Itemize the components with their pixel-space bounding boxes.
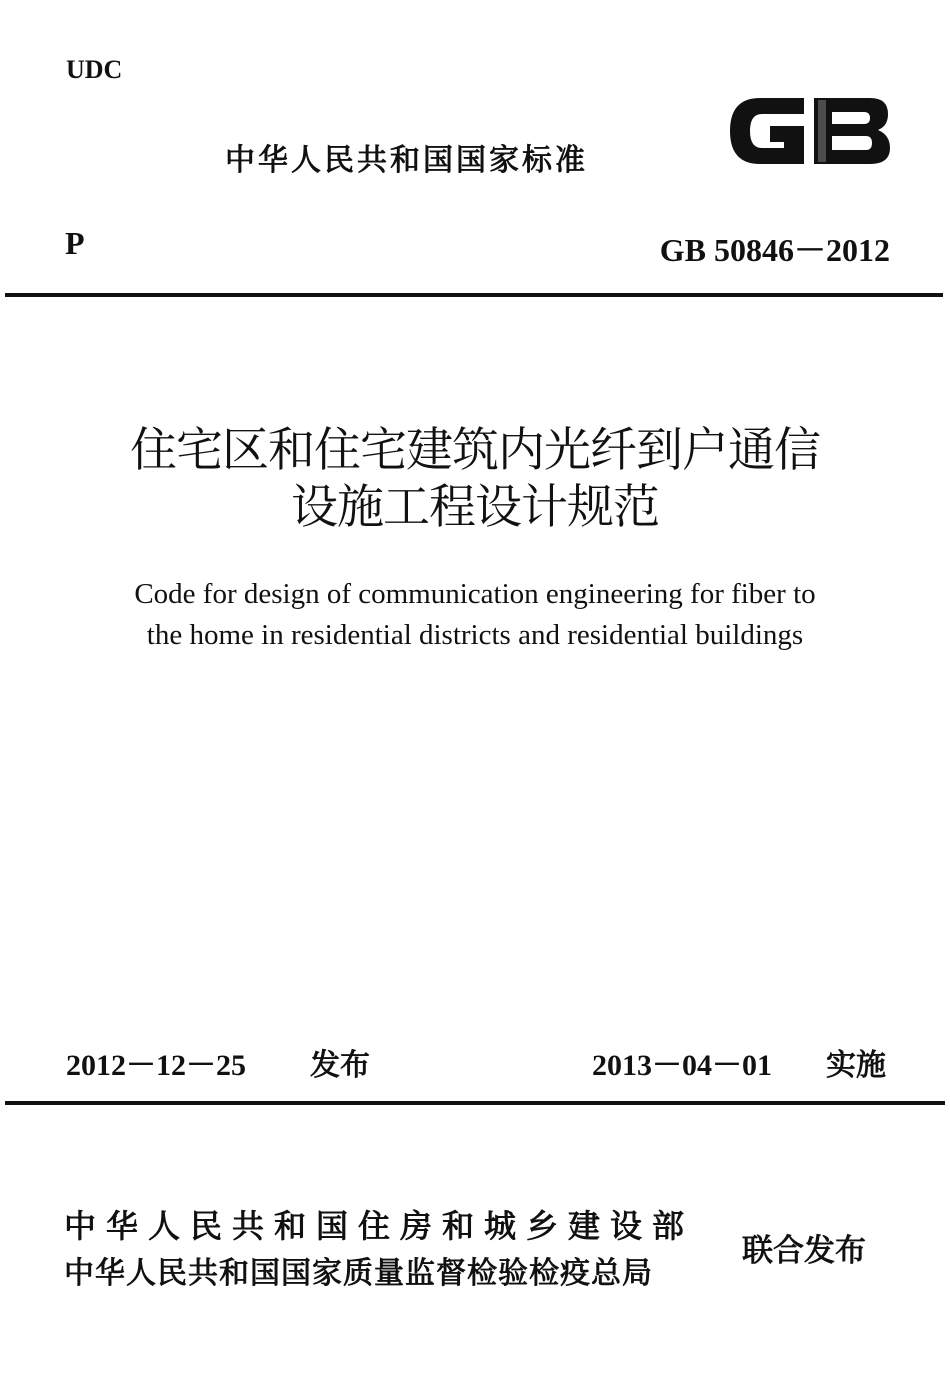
standard-type: 中华人民共和国国家标准 (225, 143, 588, 178)
title-english (60, 574, 890, 656)
implementation-date: 2013－04－01 (592, 1049, 772, 1082)
title-chinese-line: 住宅区和住宅建筑内光纤到户通信 (130, 423, 820, 478)
joint-publish-label: 联合发布 (742, 1233, 866, 1269)
title-english-line: Code for design of communication engineering for fiber to (134, 578, 816, 610)
title-chinese (0, 422, 950, 536)
issue-date: 2012－12－25 (66, 1049, 246, 1082)
title-english-line: the home in residential districts and residential buildings (146, 619, 804, 651)
implementation-label: 实施 (826, 1048, 886, 1083)
top-divider (5, 293, 943, 297)
title-chinese-line: 设施工程设计规范 (291, 480, 659, 535)
udc-label: UDC (66, 55, 123, 84)
bottom-divider (5, 1101, 945, 1105)
publisher-line: 中华人民共和国国家质量监督检验检疫总局 (64, 1256, 653, 1291)
classification-code: P (65, 225, 85, 261)
issue-label: 发布 (310, 1048, 370, 1083)
gb-logo-icon (722, 88, 894, 174)
publisher-line: 中华人民共和国住房和城乡建设部 (64, 1207, 695, 1245)
standard-number: GB 50846－2012 (659, 232, 890, 268)
